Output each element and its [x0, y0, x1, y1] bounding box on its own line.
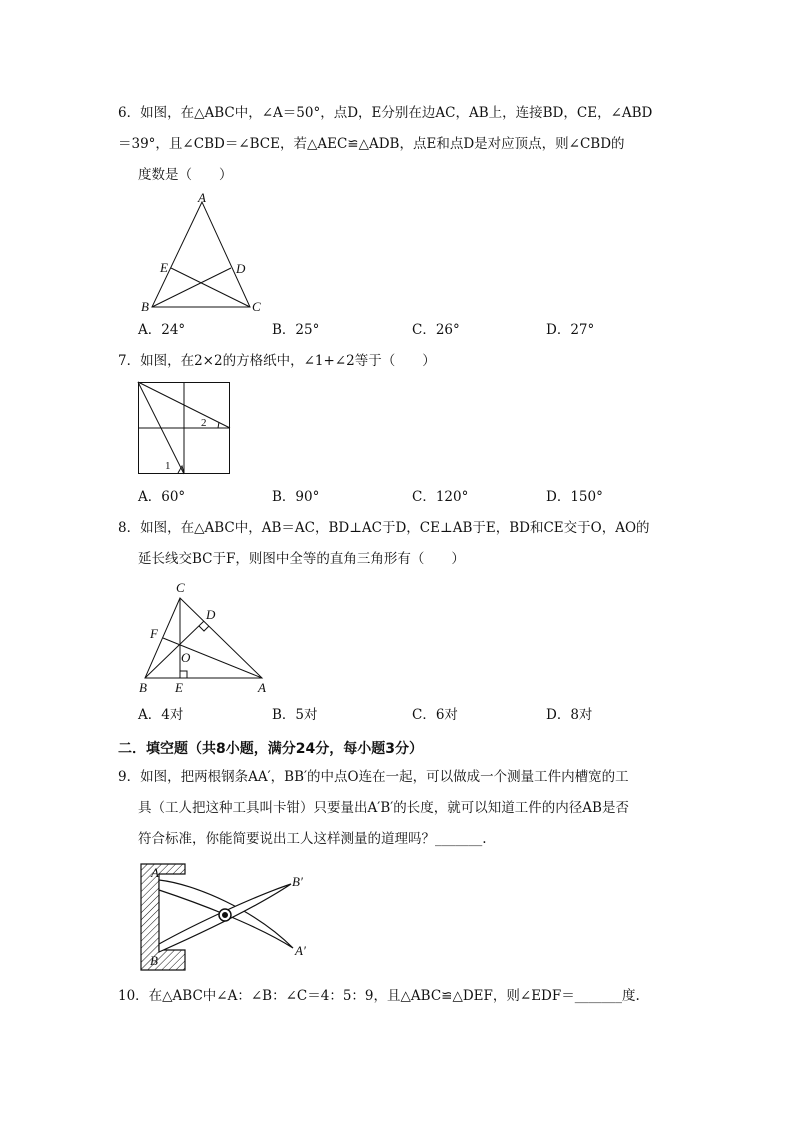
q8-label-f: F	[150, 626, 158, 641]
q9-label-b-prime: B′	[292, 874, 303, 889]
q7-label-1: 1	[165, 460, 171, 472]
q8-right-angle-e	[180, 671, 187, 678]
q9-text-line-3: 符合标准，你能简要说出工人这样测量的道理吗？_______.	[138, 831, 487, 847]
q8-text-line-2: 延长线交BC于F，则图中全等的直角三角形有（ ）	[138, 551, 465, 567]
q9-caliper-figure	[135, 862, 320, 977]
q7-option-c[interactable]: C．120°	[412, 489, 469, 505]
section-fill-in-title: 二．填空题（共8小题，满分24分，每小题3分）	[118, 741, 423, 757]
q6-label-c: C	[252, 299, 261, 314]
q8-triangle-figure	[135, 578, 285, 698]
q6-label-b: B	[141, 299, 149, 314]
q9-text-line-2: 具（工人把这种工具叫卡钳）只要量出A′B′的长度，就可以知道工件的内径AB是否	[138, 800, 629, 816]
q8-label-a: A	[258, 680, 266, 695]
q8-option-c[interactable]: C．6对	[412, 707, 458, 723]
q8-option-b[interactable]: B．5对	[272, 707, 318, 723]
q10-text-line-1: 10．在△ABC中∠A：∠B：∠C＝4：5：9，且△ABC≌△DEF，则∠EDF＝_______度.	[118, 988, 640, 1004]
q8-label-d: D	[206, 607, 216, 622]
q6-label-e: E	[160, 260, 168, 275]
q8-label-o: O	[181, 650, 191, 665]
q8-text-line-1: 8．如图，在△ABC中，AB＝AC，BD⊥AC于D，CE⊥AB于E，BD和CE交于O，AO的	[118, 520, 650, 536]
q8-label-c: C	[176, 580, 185, 595]
q8-label-e: E	[175, 680, 183, 695]
q7-option-a[interactable]: A．60°	[138, 489, 186, 505]
q9-text-line-1: 9．如图，把两根钢条AA′，BB′的中点O连在一起，可以做成一个测量工件内槽宽的工	[118, 769, 629, 785]
q9-label-a: A	[151, 865, 159, 880]
q8-segment-af	[163, 638, 262, 678]
q7-option-d[interactable]: D．150°	[546, 489, 603, 505]
q6-option-b[interactable]: B．25°	[272, 322, 320, 338]
q6-text-line-1: 6．如图，在△ABC中，∠A＝50°，点D，E分别在边AC，AB上，连接BD，CE，∠ABD	[118, 105, 653, 121]
q8-option-d[interactable]: D．8对	[546, 707, 593, 723]
q8-right-angle-d	[199, 626, 209, 631]
q8-triangle-abc	[145, 598, 262, 678]
q7-text-line-1: 7．如图，在2×2的方格纸中，∠1+∠2等于（ ）	[118, 353, 436, 369]
q7-grid-figure	[138, 382, 231, 475]
q8-option-a[interactable]: A．4对	[138, 707, 184, 723]
q9-workpiece	[141, 864, 185, 970]
q6-text-line-2: ＝39°，且∠CBD＝∠BCE，若△AEC≌△ADB，点E和点D是对应顶点，则∠CBD的	[118, 136, 625, 152]
q7-label-2: 2	[201, 417, 207, 429]
q9-label-a-prime: A′	[295, 943, 306, 958]
q9-pivot-center	[223, 913, 228, 918]
q6-option-c[interactable]: C．26°	[412, 322, 460, 338]
q7-option-b[interactable]: B．90°	[272, 489, 320, 505]
q6-triangle-abc	[152, 202, 250, 307]
q6-label-a: A	[198, 190, 206, 205]
q6-triangle-figure	[130, 190, 270, 320]
q6-option-d[interactable]: D．27°	[546, 322, 595, 338]
q9-label-b: B	[150, 953, 158, 968]
q6-text-line-3: 度数是（ ）	[138, 167, 233, 183]
q7-angle-2-arc	[218, 422, 219, 428]
q6-option-a[interactable]: A．24°	[138, 322, 186, 338]
q8-label-b: B	[139, 680, 147, 695]
q6-label-d: D	[236, 261, 246, 276]
